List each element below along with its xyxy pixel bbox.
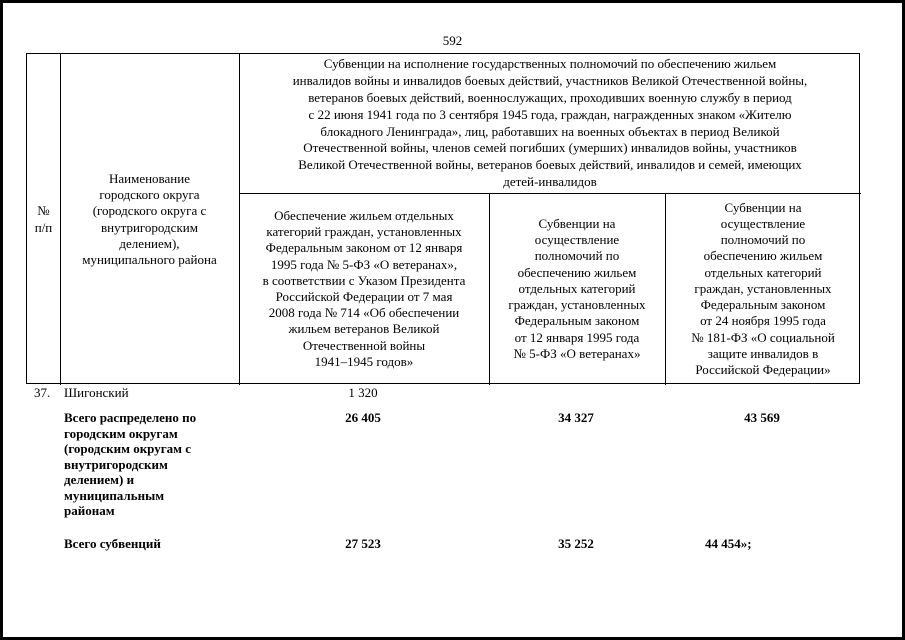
col-name-header-text: Наименование городского округа (городского округа с внутригородским делением), муниципального района — [82, 170, 217, 268]
sub-header-1-text: Обеспечение жильем отдельных категорий граждан, установленных Федеральным законом от 12 января 1995 года № 5-ФЗ «О ветеранах», в соответствии с Указом Президента Российской Федерации от 7 мая 2008 года № 714 «Об обеспечении жильем ветеранов Великой Отечественной войны 1941–1945 годов» — [262, 207, 466, 369]
sub-header-3-text: Субвенции на осуществление полномочий по обеспечению жильем отдельных категорий граждан, установленных Федеральным законом от 24 ноября 1995 года № 181-ФЗ «О социальной защите инвалидов в Российской Федерации» — [691, 199, 835, 377]
row-name: Шигонский — [64, 385, 129, 400]
total-subventions-value-2: 35 252 — [558, 536, 594, 551]
col-number-header-text: № п/п — [34, 203, 53, 235]
group-header-text: Субвенции на исполнение государственных полномочий по обеспечению жильем инвалидов войны и инвалидов боевых действий, участников Великой Отечественной войны, ветеранов боевых действий, военнослужащих, проходивших военную службу в период с 22 июня 1941 года по 3 сентября 1945 года, граждан, награжденных знаком «Жителю блокадного Ленинграда», лиц, работавших на военных объектах в период Великой Отечественной войны, членов семей погибших (умерших) инвалидов войны, участников Великой Отечественной войны, ветеранов боевых действий, инвалидов и семей, имеющих детей-инвалидов — [292, 56, 808, 189]
sub-header-2 — [489, 193, 665, 385]
row-value-1: 1 320 — [348, 385, 378, 400]
total-subventions-value-1: 27 523 — [345, 536, 381, 551]
total-subventions-value-3: 44 454»; — [705, 536, 752, 551]
group-header — [239, 54, 861, 193]
sub-header-1 — [239, 193, 489, 385]
total-subventions-label: Всего субвенций — [64, 536, 161, 551]
col-name-header — [60, 54, 239, 385]
page-number: 592 — [442, 33, 463, 48]
total-distributed-value-3: 43 569 — [744, 410, 780, 425]
total-distributed-label: Всего распределено по городским округам (городским округам с внутригородским делением) и муниципальным районам — [64, 410, 197, 518]
total-distributed-value-1: 26 405 — [345, 410, 381, 425]
sub-header-3 — [665, 193, 861, 385]
total-distributed-value-2: 34 327 — [558, 410, 594, 425]
row-number: 37. — [34, 385, 51, 400]
scan-border-left — [0, 0, 3, 640]
sub-header-2-text: Субвенции на осуществление полномочий по обеспечению жильем отдельных категорий граждан, установленных Федеральным законом от 12 января 1995 года № 5-ФЗ «О ветеранах» — [508, 216, 646, 361]
table-header — [26, 53, 860, 384]
col-number-header — [27, 54, 60, 385]
scan-border-top — [0, 0, 905, 3]
